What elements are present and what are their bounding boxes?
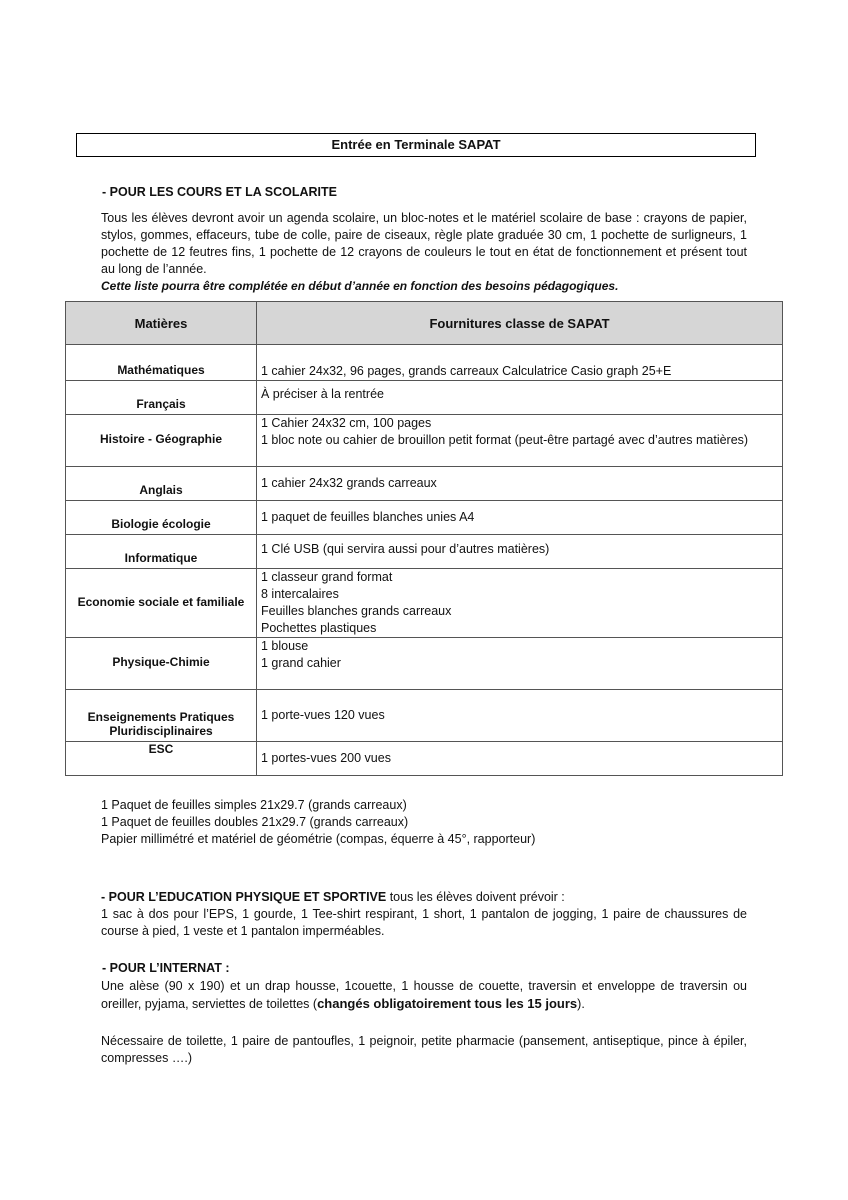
internat-text-part: Une alèse (90 x 190) et un drap housse, 1couette, 1 housse de couette, traversin et enveloppe de traversin ou oreiller, pyjama, serviettes de toilettes ( [101, 979, 747, 1011]
items-cell [257, 467, 783, 501]
item-line: 1 cahier 24x32 grands carreaux [261, 476, 437, 490]
items-cell [257, 535, 783, 569]
item-line: À préciser à la rentrée [261, 387, 384, 401]
subject-cell: Français [66, 381, 257, 415]
header-supplies: Fournitures classe de SAPAT [257, 302, 783, 345]
table-row [66, 742, 783, 776]
item-line: 1 grand cahier [261, 656, 341, 670]
item-line: 1 portes-vues 200 vues [261, 751, 391, 765]
cours-paragraph [101, 210, 747, 295]
item-line: 8 intercalaires [261, 587, 339, 601]
internat-toilette: Nécessaire de toilette, 1 paire de pantoufles, 1 peignoir, petite pharmacie (pansement, antiseptique, pince à épiler, compresses ….) [101, 1034, 747, 1065]
cours-text: Tous les élèves devront avoir un agenda scolaire, un bloc-notes et le matériel scolaire de base : crayons de papier, stylos, gommes, effaceurs, tube de colle, paire de ciseaux, règle plate graduée 30 cm, 1 pochette de surligneurs, 1 pochette de 12 feutres fins, 1 pochette de 12 crayons de couleurs le tout en état de fonctionnement et présent tout au long de l’année. [101, 211, 747, 276]
items-cell [257, 415, 783, 467]
table-row [66, 501, 783, 535]
extra-line: 1 Paquet de feuilles simples 21x29.7 (grands carreaux) [101, 798, 407, 812]
subject-cell: Informatique [66, 535, 257, 569]
supplies-table [65, 301, 783, 776]
eps-text: 1 sac à dos pour l’EPS, 1 gourde, 1 Tee-shirt respirant, 1 short, 1 pantalon de jogging, 1 paire de chaussures de course à pied, 1 veste et 1 pantalon imperméables. [101, 907, 747, 938]
item-line: 1 Clé USB (qui servira aussi pour d’autres matières) [261, 542, 550, 556]
subject-cell: Histoire - Géographie [66, 415, 257, 467]
header-subjects: Matières [66, 302, 257, 345]
table-row [66, 345, 783, 381]
item-line: 1 Cahier 24x32 cm, 100 pages [261, 416, 432, 430]
item-line: 1 cahier 24x32, 96 pages, grands carreaux Calculatrice Casio graph 25+E [261, 364, 672, 378]
item-line: 1 paquet de feuilles blanches unies A4 [261, 510, 475, 524]
items-cell [257, 501, 783, 535]
items-cell [257, 569, 783, 638]
item-line: Feuilles blanches grands carreaux [261, 604, 452, 618]
page-title: Entrée en Terminale SAPAT [76, 133, 756, 157]
subject-cell: Anglais [66, 467, 257, 501]
table-row [66, 690, 783, 742]
items-cell [257, 381, 783, 415]
eps-section [101, 889, 747, 940]
table-row [66, 638, 783, 690]
item-line: Pochettes plastiques [261, 621, 377, 635]
table-header-row [66, 302, 783, 345]
items-cell [257, 638, 783, 690]
subject-cell: Enseignements Pratiques Pluridisciplinaires [66, 690, 257, 742]
item-line: 1 bloc note ou cahier de brouillon petit format (peut-être partagé avec d’autres matières) [261, 433, 749, 447]
subject-cell: Physique-Chimie [66, 638, 257, 690]
eps-heading: - POUR L’EDUCATION PHYSIQUE ET SPORTIVE [101, 890, 387, 904]
items-cell [257, 690, 783, 742]
extra-supplies [101, 797, 535, 848]
items-cell [257, 742, 783, 776]
cours-heading: - POUR LES COURS ET LA SCOLARITE [102, 185, 337, 199]
table-row [66, 569, 783, 638]
items-cell [257, 345, 783, 381]
subject-cell: Mathématiques [66, 345, 257, 381]
subject-cell: Economie sociale et familiale [66, 569, 257, 638]
subject-cell: Biologie écologie [66, 501, 257, 535]
eps-intro: tous les élèves doivent prévoir : [386, 890, 565, 904]
item-line: 1 porte-vues 120 vues [261, 708, 385, 722]
internat-heading: - POUR L’INTERNAT : [102, 961, 230, 975]
internat-emphasis: changés obligatoirement tous les 15 jours [317, 996, 578, 1011]
item-line: 1 blouse [261, 639, 309, 653]
table-row [66, 415, 783, 467]
extra-line: 1 Paquet de feuilles doubles 21x29.7 (grands carreaux) [101, 815, 409, 829]
internat-text [101, 978, 747, 1013]
subject-cell: ESC [66, 742, 257, 776]
table-row [66, 467, 783, 501]
cours-note: Cette liste pourra être complétée en début d’année en fonction des besoins pédagogiques. [101, 279, 619, 293]
item-line: 1 classeur grand format [261, 570, 393, 584]
internat-text-end: ). [577, 997, 585, 1011]
table-row [66, 381, 783, 415]
table-row [66, 535, 783, 569]
extra-line: Papier millimétré et matériel de géométrie (compas, équerre à 45°, rapporteur) [101, 832, 536, 846]
